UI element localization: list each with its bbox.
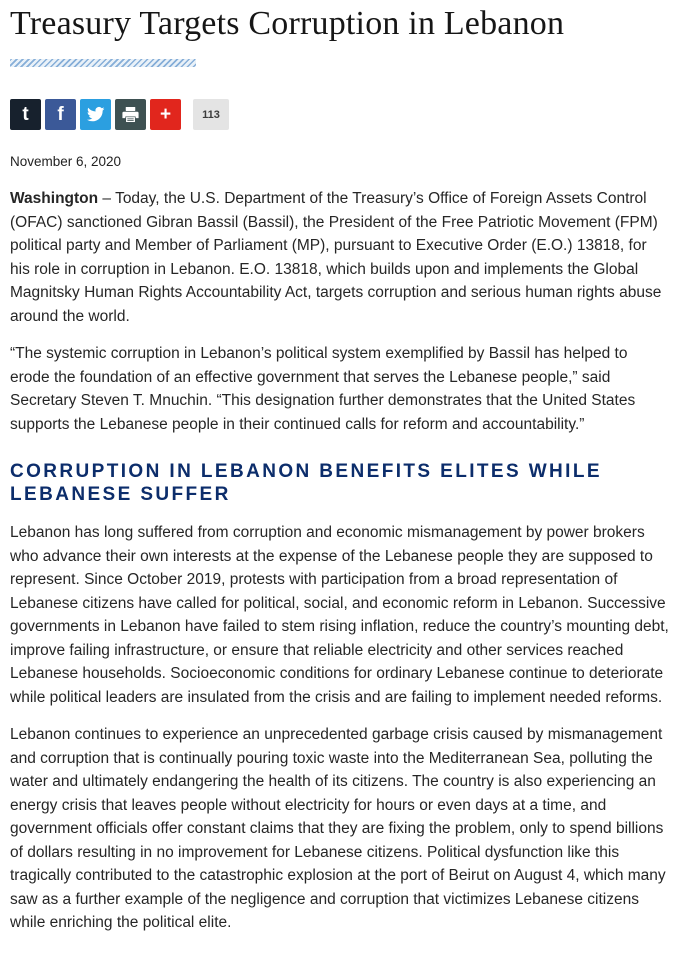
twitter-bird-icon — [86, 105, 105, 124]
tumblr-icon: t — [22, 104, 29, 125]
addthis-plus-icon: + — [159, 104, 172, 125]
print-button[interactable] — [115, 99, 146, 130]
facebook-icon: f — [57, 104, 64, 125]
paragraph-1-text: – Today, the U.S. Department of the Treasury’s Office of Foreign Assets Control (OFAC) sanctioned Gibran Bassil (Bassil), the President of the Free Patriotic Movement (FPM) political party and Member of Parliament (MP), pursuant to Executive Order (E.O.) 13818, for his role in corruption in Lebanon. E.O. 13818, which builds upon and implements the Global Magnitsky Human Rights Accountability Act, targets corruption and serious human rights abuse around the world. — [10, 190, 662, 325]
article-body — [10, 187, 669, 935]
tumblr-share-button[interactable] — [10, 99, 41, 130]
share-count-badge: 113 — [193, 99, 229, 130]
decorative-hatched-rule — [10, 59, 196, 67]
printer-icon — [121, 105, 140, 124]
paragraph-2: “The systemic corruption in Lebanon’s political system exemplified by Bassil has helped to erode the foundation of an effective government that serves the Lebanese people,” said Secretary Steven T. Mnuchin. “This designation further demonstrates that the United States supports the Lebanese people in their continued calls for reform and accountability.” — [10, 345, 636, 433]
paragraph-4: Lebanon continues to experience an unprecedented garbage crisis caused by mismanagement and corruption that is continually pouring toxic waste into the Mediterranean Sea, polluting the water and ultimately endangering the health of its citizens. The country is also experiencing an energy crisis that leaves people without electricity for hours or even days at a time, and government officials offer constant claims that they are fixing the problem, only to spend billions of dollars resulting in no improvement for Lebanese citizens. Political dysfunction like this tragically contributed to the catastrophic explosion at the port of Beirut on August 4, which many saw as a further example of the negligence and corruption that victimizes Lebanese citizens while enriching the political elite. — [10, 726, 666, 931]
twitter-share-button[interactable] — [80, 99, 111, 130]
facebook-share-button[interactable] — [45, 99, 76, 130]
addthis-share-button[interactable] — [150, 99, 181, 130]
page-title: Treasury Targets Corruption in Lebanon — [10, 5, 565, 42]
article-date: November 6, 2020 — [10, 154, 122, 169]
section-heading: CORRUPTION IN LEBANON BENEFITS ELITES WHILE LEBANESE SUFFER — [10, 461, 602, 505]
paragraph-1 — [10, 187, 669, 328]
share-toolbar — [10, 99, 669, 130]
dateline: Washington — [10, 190, 99, 207]
paragraph-3: Lebanon has long suffered from corruption and economic mismanagement by power brokers who advance their own interests at the expense of the Lebanese people they are supposed to represent. Since October 2019, protests with participation from a broad representation of Lebanese citizens have called for political, social, and economic reform in Lebanon. Successive governments in Lebanon have failed to stem rising inflation, reduce the country’s mounting debt, improve failing infrastructure, or ensure that reliable electricity and other services reached Lebanese households. Socioeconomic conditions for ordinary Lebanese continue to deteriorate while political leaders are insulated from the crisis and are failing to implement needed reforms. — [10, 524, 669, 706]
